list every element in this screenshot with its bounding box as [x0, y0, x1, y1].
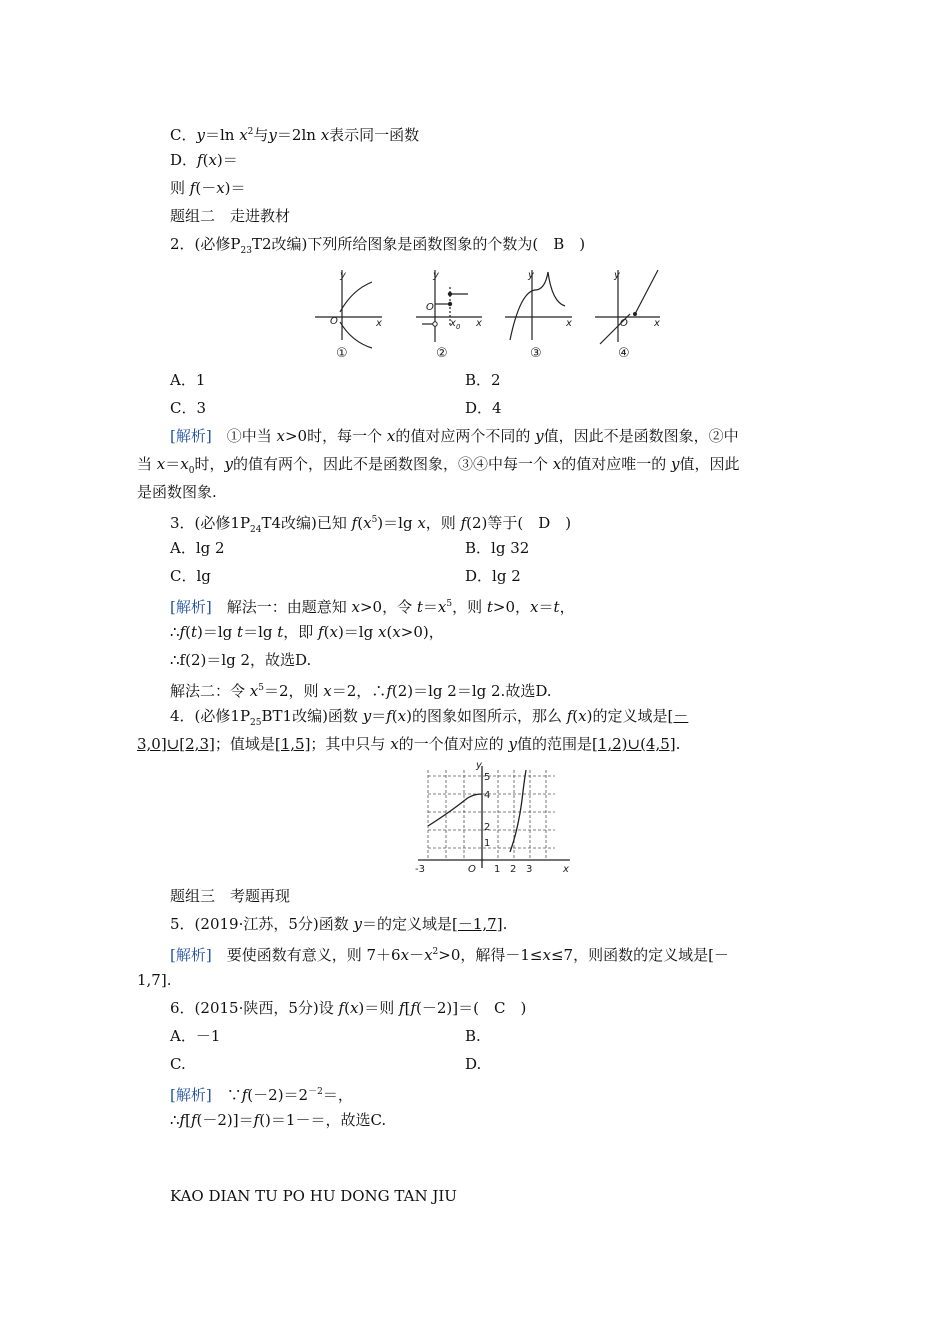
text: f	[253, 1111, 260, 1129]
text: f	[386, 707, 392, 725]
text: >0，令	[359, 598, 417, 616]
text: 0	[188, 466, 195, 476]
text: >0时，每一个	[284, 427, 387, 445]
text: C．	[170, 126, 197, 144]
x-tick: 2	[510, 864, 517, 875]
q6-analysis-line-2	[170, 1110, 386, 1130]
q3-option-c: C．lg	[170, 567, 211, 585]
text: 5	[371, 515, 378, 525]
text: x	[216, 179, 225, 197]
text: －2	[308, 1087, 323, 1097]
text: y	[196, 126, 205, 144]
text: ＝，	[322, 1086, 353, 1104]
q2-analysis-line-3: 是函数图象.	[137, 483, 217, 501]
text: f	[410, 999, 417, 1017]
question-4-figure	[410, 760, 580, 875]
analysis-tag: [解析]	[170, 1086, 212, 1104]
text: y	[362, 707, 372, 725]
answer-blank: [－	[667, 707, 689, 725]
text: f	[566, 707, 573, 725]
origin-label: O	[620, 318, 628, 329]
text: (	[344, 999, 350, 1017]
text: x	[397, 707, 407, 725]
q2-option-b: B．2	[465, 371, 501, 389]
y-tick: 2	[484, 822, 491, 833]
y-tick: 5	[484, 772, 491, 783]
axis-y-label: y	[433, 270, 439, 281]
text: x	[400, 946, 410, 964]
text: f	[179, 1111, 186, 1129]
text: 解法二：令	[170, 682, 250, 700]
q6-analysis-line-1	[170, 1082, 353, 1105]
text: t	[237, 623, 244, 641]
axis-y-label: y	[528, 270, 534, 281]
text: ∴	[170, 1111, 180, 1129]
question-2-figure	[310, 262, 670, 362]
q5-analysis-line-1	[170, 942, 729, 965]
text: ＝	[422, 598, 438, 616]
text: (－	[195, 179, 217, 197]
text: 2．(必修P	[170, 235, 241, 253]
text: ＝ln	[204, 126, 240, 144]
text: ∵	[211, 1086, 242, 1104]
text: 要使函数有意义，则 7＋6	[211, 946, 401, 964]
x0-label: x	[450, 318, 456, 329]
text: )的图象如图所示，那么	[406, 707, 567, 725]
answer-blank: 3,0]∪[2,3]	[137, 735, 215, 753]
question-4-line-1	[170, 706, 688, 733]
question-6	[170, 998, 526, 1018]
q5-analysis-line-2: 1,7].	[137, 971, 172, 989]
q3-analysis-line-2	[170, 622, 444, 642]
axis-x-label: x	[563, 864, 569, 875]
text: x	[208, 151, 217, 169]
text: x	[363, 514, 372, 532]
question-2	[170, 234, 585, 261]
text: 的值对应唯一的	[561, 455, 671, 473]
group-2-heading: 题组二 走进教材	[170, 207, 291, 225]
axis-x-label: x	[476, 318, 482, 329]
text: )＝lg	[377, 514, 418, 532]
text: .	[675, 735, 681, 753]
text: >0，解得－1≤	[438, 946, 543, 964]
text: x	[239, 126, 248, 144]
q6-option-c: C.	[170, 1055, 186, 1073]
text: x	[320, 126, 330, 144]
text: ，则	[452, 598, 487, 616]
q3-analysis-line-4	[170, 678, 552, 701]
text: (	[386, 623, 393, 641]
text: t	[553, 598, 560, 616]
text: 当	[137, 455, 157, 473]
text: (	[202, 151, 209, 169]
text: 23	[240, 246, 252, 256]
analysis-tag: [解析]	[170, 598, 212, 616]
text: )＝则	[358, 999, 400, 1017]
text: T2改编)下列所给图象是函数图象的个数为( B )	[251, 235, 586, 253]
text: y	[535, 427, 544, 445]
text: (－2)]＝	[196, 1111, 254, 1129]
text: 5．(2019·江苏，5分)函数	[170, 915, 354, 933]
q2-analysis-line-1	[170, 426, 739, 446]
text: x	[351, 598, 360, 616]
option-c-line	[170, 122, 419, 145]
text: ≤7，则函数的定义域是[－	[550, 946, 729, 964]
text: x	[323, 682, 332, 700]
figure-label-2: ②	[436, 346, 448, 361]
text: ＝	[371, 707, 387, 725]
text: 5	[258, 683, 264, 693]
q6-option-a: A．－1	[170, 1027, 221, 1045]
text: ；值域是	[214, 735, 275, 753]
text: x	[349, 999, 359, 1017]
origin-label: O	[330, 316, 338, 327]
text: 表示同一函数	[329, 126, 420, 144]
text: y	[268, 126, 277, 144]
text: y	[671, 455, 680, 473]
text: ＝	[165, 455, 181, 473]
text: (2)＝lg 2＝lg 2.故选D.	[391, 682, 552, 700]
text: f	[351, 514, 358, 532]
x-tick: 1	[494, 864, 501, 875]
x0-subscript: 0	[456, 323, 461, 331]
text: f	[386, 682, 392, 700]
text: ()＝1－＝，故选C.	[259, 1111, 387, 1129]
text: (－2)]＝( C )	[416, 999, 527, 1017]
text: ＝2，∴	[331, 682, 387, 700]
text: 则	[170, 179, 190, 197]
q2-option-d: D．4	[465, 399, 502, 417]
text: x	[530, 598, 539, 616]
x-tick: 3	[526, 864, 533, 875]
text: x	[392, 623, 401, 641]
figure-label-4: ④	[618, 346, 630, 361]
text: [	[404, 999, 411, 1017]
text: x	[552, 455, 562, 473]
y-tick: 1	[484, 838, 491, 849]
axis-y-label: y	[476, 760, 482, 771]
text: (	[323, 623, 330, 641]
text: ，	[559, 598, 575, 616]
text: x	[417, 514, 426, 532]
text: >0)，	[400, 623, 444, 641]
text: 4．(必修1P	[170, 707, 251, 725]
text: )＝	[216, 151, 238, 169]
axis-x-label: x	[376, 318, 382, 329]
text: )的定义域是	[586, 707, 668, 725]
text: 的值对应两个不同的	[395, 427, 536, 445]
text: t	[190, 623, 197, 641]
text: 24	[250, 525, 262, 535]
text: 值的范围是	[516, 735, 592, 753]
text: ①中当	[211, 427, 277, 445]
text: (	[185, 623, 191, 641]
text: 2	[432, 947, 439, 957]
figure-label-1: ①	[336, 346, 348, 361]
text: f	[399, 999, 405, 1017]
text: ＝的定义域是	[362, 915, 453, 933]
then-line	[170, 178, 246, 198]
text: )＝lg	[197, 623, 238, 641]
text: f	[189, 179, 196, 197]
text: －	[409, 946, 425, 964]
text: t	[277, 623, 284, 641]
text: ＝lg	[243, 623, 278, 641]
text: y	[224, 455, 233, 473]
text: 的一个值对应的	[398, 735, 509, 753]
axis-x-label: x	[566, 318, 572, 329]
text: 3．(必修1P	[170, 514, 251, 532]
text: x	[276, 427, 285, 445]
text: x	[156, 455, 166, 473]
q3-option-d: D．lg 2	[465, 567, 521, 585]
group-3-heading: 题组三 考题再现	[170, 887, 291, 905]
axis-y-label: y	[340, 270, 346, 281]
text: 2	[247, 127, 254, 137]
text: 6．(2015·陕西，5分)设	[170, 999, 339, 1017]
text: x	[377, 623, 387, 641]
q2-analysis-line-2	[137, 454, 740, 481]
q6-option-b: B.	[465, 1027, 481, 1045]
option-d-line	[170, 150, 238, 170]
text: 值，因此不是函数图象，②中	[543, 427, 739, 445]
text: T4改编)已知	[261, 514, 352, 532]
q2-option-c: C．3	[170, 399, 207, 417]
y-tick: 4	[484, 790, 491, 801]
q2-option-a: A．1	[170, 371, 206, 389]
text: .	[502, 915, 508, 933]
axis-x-label: x	[654, 318, 660, 329]
figure-label-3: ③	[530, 346, 542, 361]
text: 的值有两个，因此不是函数图象，③④中每一个	[232, 455, 553, 473]
text: x	[390, 735, 399, 753]
axis-y-label: y	[614, 270, 620, 281]
text: ，即	[283, 623, 319, 641]
q3-analysis-line-1	[170, 594, 575, 617]
text: BT1改编)函数	[261, 707, 363, 725]
text: 25	[250, 718, 262, 728]
question-4-line-2	[137, 734, 680, 754]
q3-option-b: B．lg 32	[465, 539, 530, 557]
text: x	[437, 598, 447, 616]
answer-blank: [1,5]	[274, 735, 311, 753]
q3-option-a: A．lg 2	[170, 539, 225, 557]
text: ＝2，则	[263, 682, 324, 700]
question-5	[170, 914, 507, 934]
text: f	[318, 623, 324, 641]
q3-analysis-line-3: ∴f(2)＝lg 2，故选D.	[170, 651, 312, 669]
text: ∴	[170, 623, 180, 641]
text: 与	[253, 126, 269, 144]
answer-blank: [1,2)∪(4,5]	[591, 735, 676, 753]
text: x	[180, 455, 189, 473]
text: >0，	[492, 598, 531, 616]
text: x	[542, 946, 551, 964]
text: f	[190, 1111, 197, 1129]
text: 值，因此	[679, 455, 740, 473]
answer-blank: [－1,7]	[452, 915, 503, 933]
text: f	[179, 623, 186, 641]
text: D．	[170, 151, 198, 169]
text: t	[416, 598, 423, 616]
text: (2)等于( D )	[466, 514, 572, 532]
text: 5	[446, 599, 453, 609]
text: x	[424, 946, 433, 964]
text: ；其中只与	[310, 735, 391, 753]
q6-option-d: D.	[465, 1055, 482, 1073]
origin-label: O	[426, 302, 434, 313]
text: [	[185, 1111, 191, 1129]
text: x	[386, 427, 396, 445]
text: t	[486, 598, 493, 616]
text: 解法一：由题意知	[211, 598, 352, 616]
text: (	[572, 707, 579, 725]
text: (－2)＝2	[247, 1086, 309, 1104]
text: f	[241, 1086, 248, 1104]
text: f	[460, 514, 467, 532]
text: )＝lg	[337, 623, 378, 641]
text: 时，	[194, 455, 225, 473]
text: (	[391, 707, 398, 725]
analysis-tag: [解析]	[170, 427, 212, 445]
x-tick: -3	[415, 864, 425, 875]
text: ＝	[538, 598, 554, 616]
text: f	[338, 999, 345, 1017]
analysis-tag: [解析]	[170, 946, 212, 964]
text: f	[197, 151, 203, 169]
text: y	[353, 915, 362, 933]
text: (	[357, 514, 364, 532]
text: x	[578, 707, 587, 725]
origin-label: O	[468, 864, 476, 875]
question-3	[170, 510, 571, 540]
footer-pinyin: KAO DIAN TU PO HU DONG TAN JIU	[170, 1187, 457, 1205]
text: ，则	[425, 514, 461, 532]
text: ＝2ln	[276, 126, 321, 144]
text: )＝	[224, 179, 246, 197]
text: x	[249, 682, 259, 700]
text: x	[329, 623, 338, 641]
text: y	[508, 735, 517, 753]
